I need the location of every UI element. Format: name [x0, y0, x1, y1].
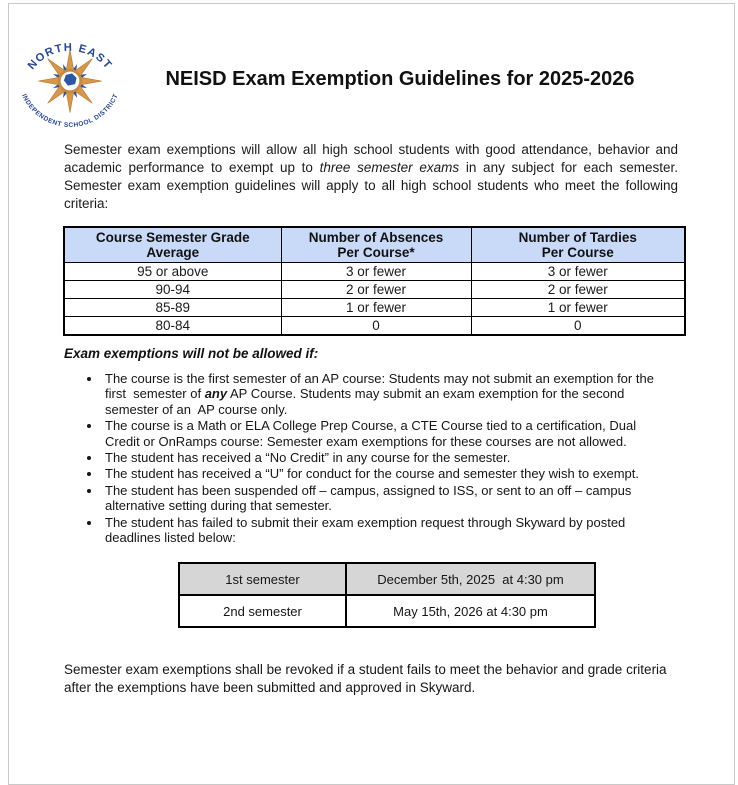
exclusion-item — [102, 483, 672, 514]
grade-cell: 90-94 — [64, 281, 281, 299]
exclusion-item — [102, 466, 672, 481]
exclusion-item — [102, 418, 672, 449]
exclusion-text: The student has received a “U” for conduct for the course and semester they wish to exempt. — [105, 466, 639, 482]
deadline-value-cell: December 5th, 2025 at 4:30 pm — [346, 563, 595, 595]
logo-top-text: NORTH EAST — [25, 41, 115, 72]
grade-cell: 80-84 — [64, 317, 281, 336]
criteria-row — [64, 281, 685, 299]
exclusion-text: The student has been suspended off – campus, assigned to ISS, or sent to an off – campus alternative setting during that semester. — [105, 482, 635, 514]
exclusion-emphasis: any — [204, 386, 228, 402]
deadline-row — [179, 595, 595, 627]
criteria-table — [63, 226, 686, 336]
absences-cell: 0 — [281, 317, 471, 336]
deadline-table — [178, 562, 596, 628]
criteria-row — [64, 263, 685, 281]
header-line: Number of Absences — [308, 230, 444, 245]
exclusion-item — [102, 515, 672, 546]
criteria-row — [64, 299, 685, 317]
criteria-header-row — [64, 227, 685, 263]
footer-paragraph: Semester exam exemptions shall be revoked if a student fails to meet the behavior and grade criteria after the exemptions have been submitted and approved in Skyward. — [64, 662, 667, 695]
absences-cell: 1 or fewer — [281, 299, 471, 317]
absences-cell: 3 or fewer — [281, 263, 471, 281]
intro-paragraph — [64, 141, 678, 213]
exclusion-text: AP Course. Students may submit an exam exemption for the second semester of an AP course only. — [105, 386, 628, 417]
exclusion-text: The student has received a “No Credit” in any course for the semester. — [105, 450, 511, 466]
criteria-header-tardies — [471, 227, 685, 263]
semester-label-cell: 1st semester — [179, 563, 346, 595]
header-line: Number of Tardies — [518, 230, 637, 245]
district-logo — [16, 28, 124, 130]
criteria-row — [64, 317, 685, 336]
exclusion-text: The course is the first semester of an AP course: Students may not submit an exemption for the first semester of — [105, 371, 658, 402]
semester-label-cell: 2nd semester — [179, 595, 346, 627]
intro-text-pre: Semester exam exemptions will allow all high school students with good attendance, behavior and academic performance to exempt up to — [64, 142, 678, 175]
criteria-header-absences — [281, 227, 471, 263]
tardies-cell: 2 or fewer — [471, 281, 685, 299]
intro-text-italic: three semester exams — [319, 160, 460, 175]
exclusion-item — [102, 450, 672, 465]
header-line: Course Semester Grade — [95, 230, 250, 245]
not-allowed-heading: Exam exemptions will not be allowed if: — [64, 346, 319, 361]
grade-cell: 85-89 — [64, 299, 281, 317]
tardies-cell: 0 — [471, 317, 685, 336]
grade-cell: 95 or above — [64, 263, 281, 281]
tardies-cell: 1 or fewer — [471, 299, 685, 317]
exclusion-item — [102, 371, 672, 417]
header-line: Per Course — [541, 245, 614, 260]
tardies-cell: 3 or fewer — [471, 263, 685, 281]
header-line: Per Course* — [337, 245, 415, 260]
logo-bottom-text: INDEPENDENT SCHOOL DISTRICT — [20, 92, 120, 129]
deadline-value-cell: May 15th, 2026 at 4:30 pm — [346, 595, 595, 627]
page-title: NEISD Exam Exemption Guidelines for 2025-2026 — [165, 68, 635, 90]
exclusion-text: The course is a Math or ELA College Prep Course, a CTE Course tied to a certification, Dual Credit or OnRamps course: Semester exam exemptions for these courses are not allowed. — [105, 418, 640, 449]
absences-cell: 2 or fewer — [281, 281, 471, 299]
criteria-header-grade — [64, 227, 281, 263]
header-line: Average — [146, 245, 200, 260]
intro-text-post: in any subject for each semester. Semester exam exemption guidelines will apply to all high school students who meet the following criteria: — [64, 160, 678, 211]
exclusion-text: The student has failed to submit their exam exemption request through Skyward by posted deadlines listed below: — [105, 514, 629, 546]
deadline-row — [179, 563, 595, 595]
exclusion-list — [84, 371, 672, 546]
